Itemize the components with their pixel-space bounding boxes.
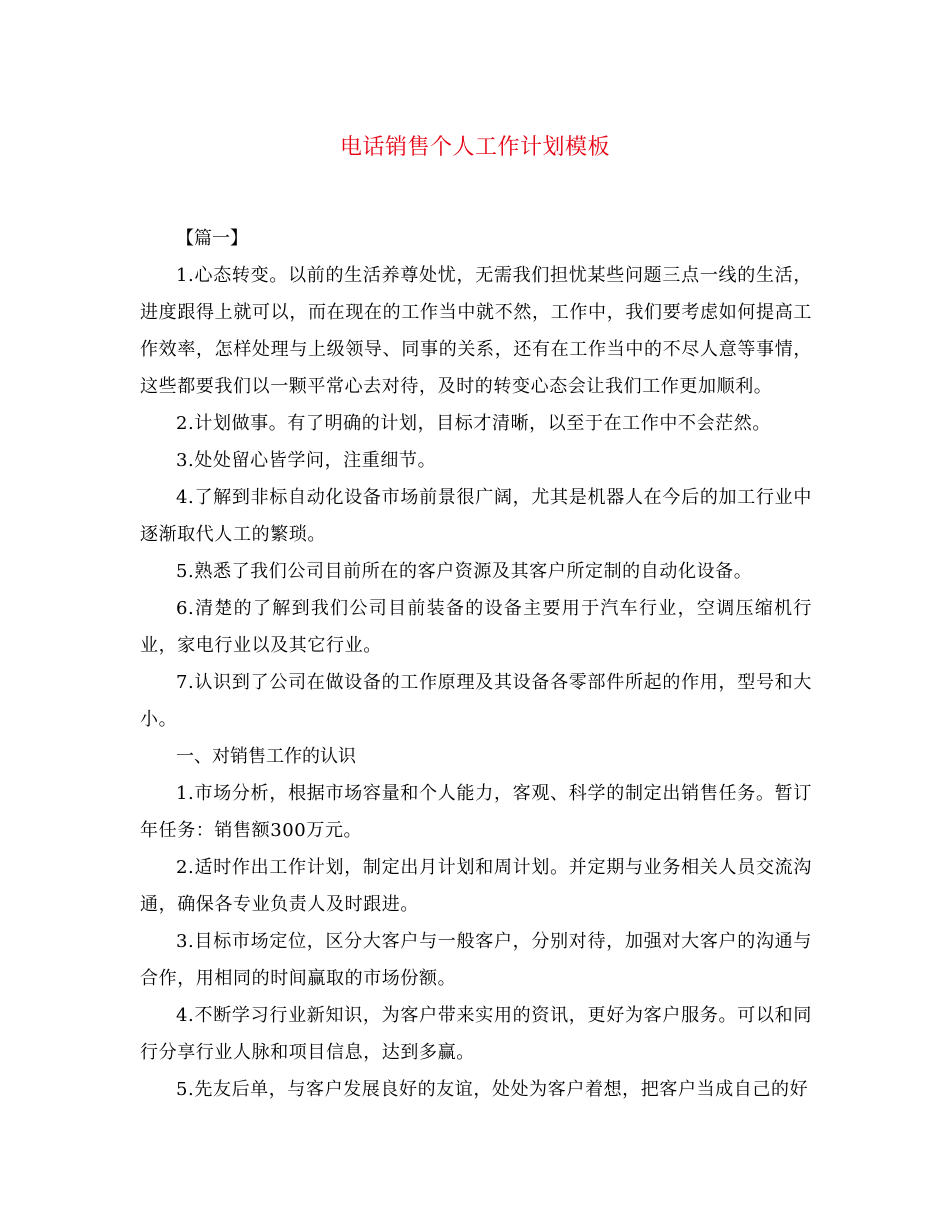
section-label: 【篇一】 [176,228,248,249]
document-title: 电话销售个人工作计划模板 [339,135,610,160]
paragraph: 5.熟悉了我们公司目前所在的客户资源及其客户所定制的自动化设备。 [176,561,753,582]
paragraph: 6.清楚的了解到我们公司目前装备的设备主要用于汽车行业，空调压缩机行业，家电行业以及其它行业。 [140,598,812,656]
paragraph: 2.计划做事。有了明确的计划，目标才清晰，以至于在工作中不会茫然。 [176,413,771,434]
paragraph: 3.目标市场定位，区分大客户与一般客户，分别对待，加强对大客户的沟通与合作，用相同的时间赢取的市场份额。 [140,931,812,989]
document-body [140,220,812,1108]
paragraph: 5.先友后单，与客户发展良好的友谊，处处为客户着想，把客户当成自己的好 [176,1079,809,1100]
paragraph: 1.市场分析，根据市场容量和个人能力，客观、科学的制定出销售任务。暂订年任务：销售额300万元。 [140,783,812,841]
paragraph: 4.不断学习行业新知识，为客户带来实用的资讯，更好为客户服务。可以和同行分享行业人脉和项目信息，达到多赢。 [140,1005,812,1063]
paragraph: 1.心态转变。以前的生活养尊处忧，无需我们担忧某些问题三点一线的生活，进度跟得上就可以，而在现在的工作当中就不然，工作中，我们要考虑如何提高工作效率，怎样处理与上级领导、同事的关系，还有在工作当中的不尽人意等事情，这些都要我们以一颗平常心去对待，及时的转变心态会让我们工作更加顺利。 [140,265,812,397]
paragraph: 4.了解到非标自动化设备市场前景很广阔，尤其是机器人在今后的加工行业中逐渐取代人工的繁琐。 [140,487,812,545]
paragraph: 2.适时作出工作计划，制定出月计划和周计划。并定期与业务相关人员交流沟通，确保各专业负责人及时跟进。 [140,857,812,915]
section-heading: 一、对销售工作的认识 [176,746,356,767]
paragraph: 7.认识到了公司在做设备的工作原理及其设备各零部件所起的作用，型号和大小。 [140,672,812,730]
paragraph: 3.处处留心皆学问，注重细节。 [176,450,437,471]
